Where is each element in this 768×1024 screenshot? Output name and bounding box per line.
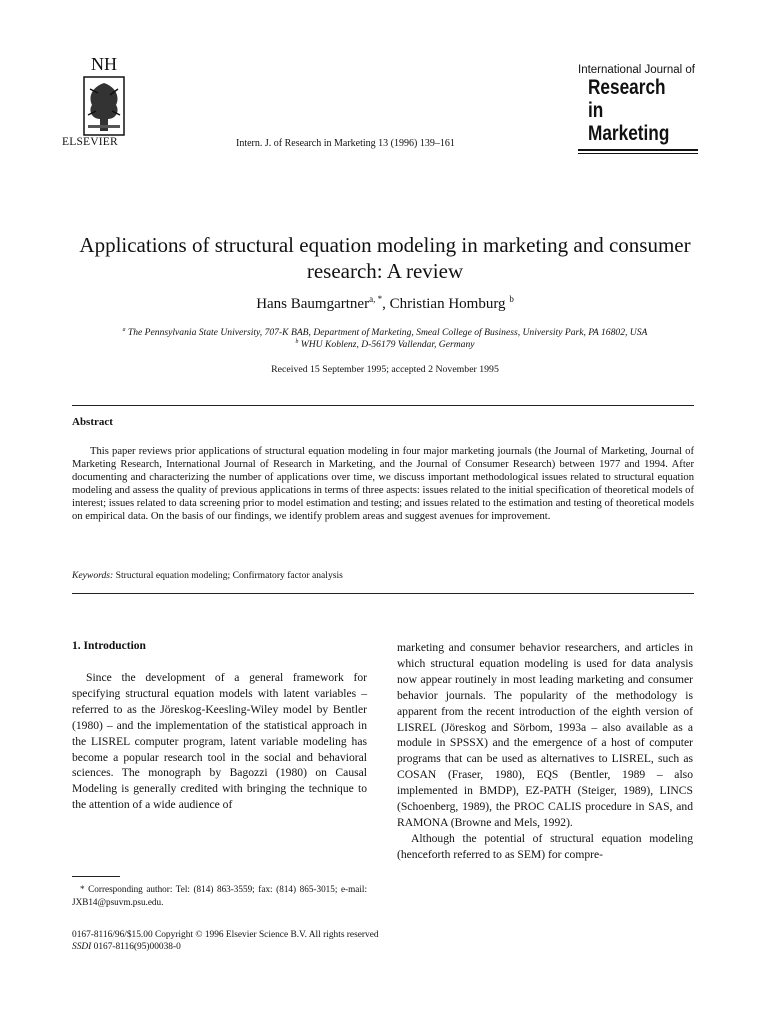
affiliation-text: WHU Koblenz, D-56179 Vallendar, Germany	[300, 339, 475, 350]
author-separator: ,	[382, 296, 390, 312]
journal-citation: Intern. J. of Research in Marketing 13 (1996) 139–161	[236, 138, 455, 149]
affiliation-text: The Pennsylvania State University, 707-K BAB, Department of Marketing, Smeal College of Business, University Park, PA 16802, USA	[127, 327, 648, 338]
logo-text: NH	[91, 54, 117, 74]
author-name: Hans Baumgartner	[256, 296, 370, 312]
author-marker: b	[509, 294, 514, 304]
affiliation-marker: b	[295, 338, 299, 345]
journal-name-small: International Journal of	[578, 64, 695, 76]
footnote: * Corresponding author: Tel: (814) 863-3559; fax: (814) 865-3015; e-mail: JXB14@psuvm.psu.edu.	[72, 884, 367, 907]
abstract-bottom-rule	[72, 593, 694, 594]
copyright-block	[72, 929, 379, 953]
ssdi-line	[72, 941, 379, 953]
received-dates: Received 15 September 1995; accepted 2 November 1995	[271, 364, 499, 375]
keywords-text: Structural equation modeling; Confirmatory factor analysis	[115, 570, 343, 581]
author-line	[60, 296, 710, 313]
masthead-rule	[578, 149, 698, 151]
author-marker: a, *	[369, 294, 383, 304]
affiliation	[60, 327, 710, 339]
author-name: Christian Homburg	[389, 296, 506, 312]
body-paragraph: Since the development of a general framework for specifying structural equation models with latent variables – referred to as the Jöreskog-Keesling-Wiley model by Bentler (1980) – and the implementation of the statistical approach in the LISREL computer program, latent variable modeling has become a popular research tool in the social and behavioral sciences. The monograph by Bagozzi (1980) on Causal Modeling is generally credited with bringing the technique to the attention of a wide audience of	[72, 671, 367, 812]
section-heading: 1. Introduction	[72, 640, 146, 652]
body-paragraph: marketing and consumer behavior researchers, and articles in which structural equation modeling is used for data analysis now appear routinely in most leading marketing and consumer behavior journals. The popularity of the methodology is apparent from the recent introduction of the eighth version of LISREL (Jöreskog and Sörbom, 1993a – also available as a module in SPSSX) and the emergence of a host of computer programs that can be used as alternatives to LISREL, such as COSAN (Fraser, 1980), EQS (Bentler, 1989 – also implemented in BMDP), EZ-PATH (Steiger, 1989), LINCS (Schoenberg, 1989), the PROC CALIS procedure in SAS, and RAMONA (Browne and Mels, 1992).	[397, 641, 693, 829]
affiliation-marker: a	[122, 326, 126, 333]
abstract-heading: Abstract	[72, 416, 113, 428]
affiliations	[60, 327, 710, 351]
keywords-label: Keywords:	[72, 570, 114, 581]
journal-name-line1: Research in	[588, 76, 666, 122]
publisher-name: ELSEVIER	[62, 136, 118, 148]
journal-masthead	[578, 64, 700, 154]
journal-name-line2: Marketing	[588, 122, 670, 145]
left-column	[72, 640, 367, 813]
abstract-text: This paper reviews prior applications of structural equation modeling in four major marketing journals (the Journal of Marketing, Journal of Marketing Research, International Journal of Research in Marketing, and the Journal of Consumer Research) between 1977 and 1994. After documenting and characterizing the number of applications over time, we discuss important methodological issues related to structural equation modeling and assess the quality of previous applications in terms of three aspects: issues related to the initial specification of theoretical models of interest; issues related to data screening prior to model estimation and testing; and issues related to the estimation and testing of theoretical models on empirical data. On the basis of our findings, we identify problem areas and suggest avenues for improvement.	[72, 446, 694, 523]
footnote-rule	[72, 876, 120, 877]
article-title: Applications of structural equation modeling in marketing and consumer research: A review	[79, 233, 691, 283]
keywords	[72, 570, 343, 581]
ssdi-number: 0167-8116(95)00038-0	[91, 942, 181, 952]
abstract-top-rule	[72, 405, 694, 406]
body-paragraph: Although the potential of structural equation modeling (henceforth referred to as SEM) for compre-	[397, 831, 693, 861]
ssdi-label: SSDI	[72, 942, 92, 952]
masthead-rule-thin	[578, 153, 698, 154]
publisher-logo	[74, 55, 144, 142]
elsevier-tree-icon	[82, 75, 126, 137]
right-column	[397, 640, 693, 863]
affiliation	[60, 339, 710, 351]
copyright-line: 0167-8116/96/$15.00 Copyright © 1996 Elsevier Science B.V. All rights reserved	[72, 930, 379, 940]
